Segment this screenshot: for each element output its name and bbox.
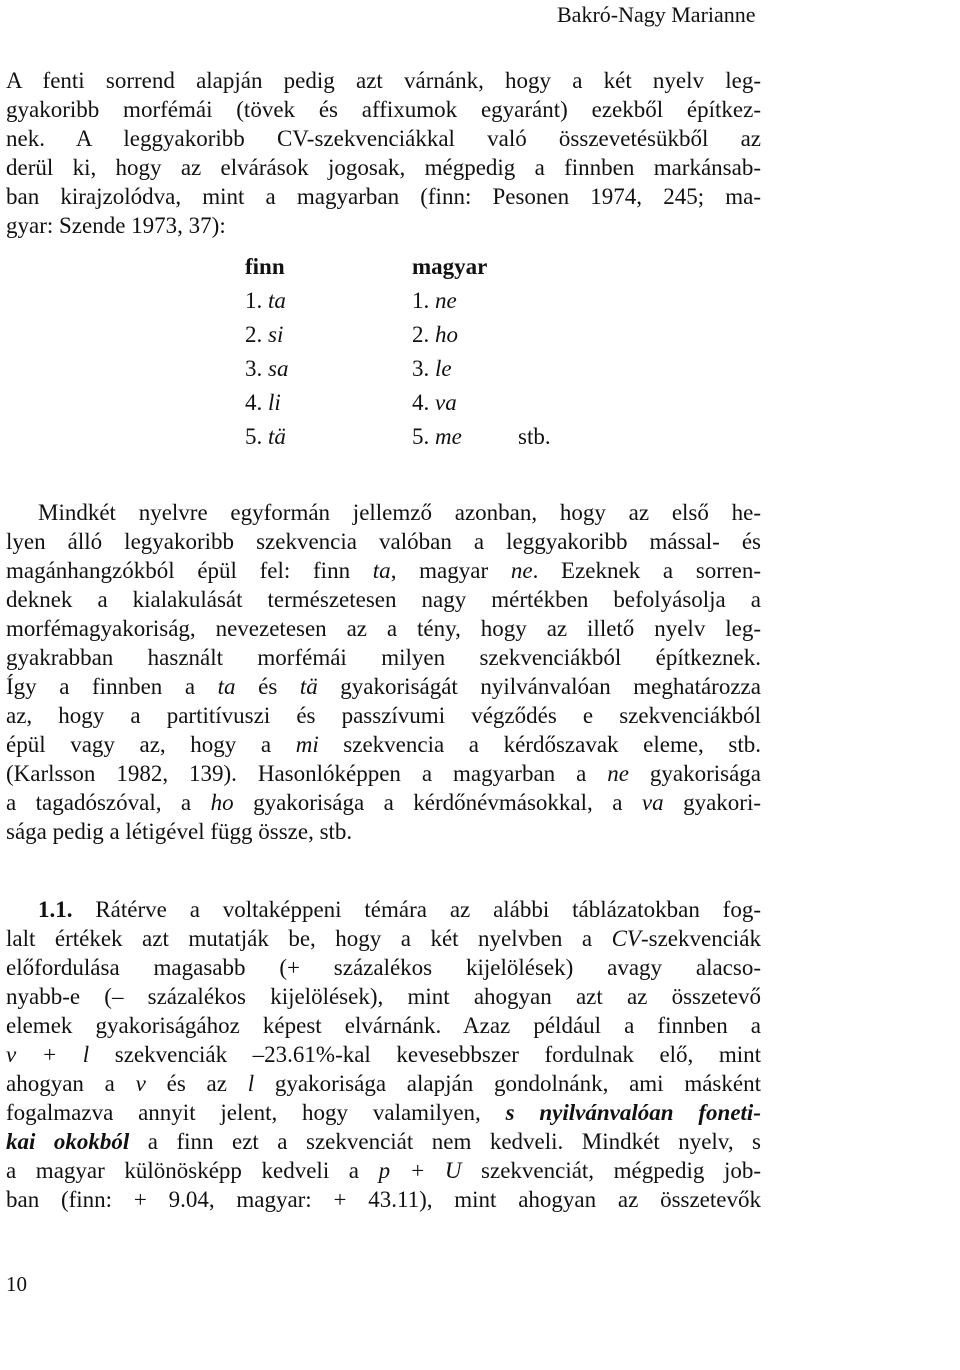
magyar-item: 2. ho bbox=[412, 322, 458, 347]
text-line: ahogyan a v és az l gyakorisága alapján gondolnánk, ami másként bbox=[6, 1071, 761, 1096]
list-item bbox=[245, 386, 585, 420]
text-line: gyar: Szende 1973, 37): bbox=[6, 213, 226, 238]
text-line: lalt értékek azt mutatják be, hogy a két nyelvben a CV-szekvenciák bbox=[6, 926, 761, 951]
paragraph-discussion bbox=[6, 498, 761, 846]
text-line: elemek gyakoriságához képest elvárnánk. Azaz például a finnben a bbox=[6, 1013, 761, 1038]
etc-label: stb. bbox=[518, 424, 551, 449]
text-line: morfémagyakoriság, nevezetesen az a tény, hogy az illető nyelv leg- bbox=[6, 616, 761, 641]
text-line: lyen álló legyakoribb szekvencia valóban a leggyakoribb mással- és bbox=[6, 529, 761, 554]
magyar-item: 5. me bbox=[412, 424, 462, 449]
text-line: a magyar különösképp kedveli a p + U szekvenciát, mégpedig job- bbox=[6, 1158, 761, 1183]
list-item bbox=[245, 420, 585, 454]
text-line: ban (finn: + 9.04, magyar: + 43.11), mint ahogyan az összetevők bbox=[6, 1187, 761, 1212]
text-line: fogalmazva annyit jelent, hogy valamilyen, s nyilvánvalóan foneti- bbox=[6, 1100, 761, 1125]
text-line: ban kirajzolódva, mint a magyarban (finn: Pesonen 1974, 245; ma- bbox=[6, 184, 761, 209]
text-line: v + l szekvenciák –23.61%-kal kevesebbszer fordulnak elő, mint bbox=[6, 1042, 762, 1067]
list-item bbox=[245, 318, 585, 352]
text-line: előfordulása magasabb (+ százalékos kijelölések) avagy alacso- bbox=[6, 955, 761, 980]
list-header-row bbox=[245, 250, 585, 284]
finn-item: 4. li bbox=[245, 390, 281, 415]
section-number: 1.1. bbox=[38, 897, 73, 922]
text-line: A fenti sorrend alapján pedig azt várnánk, hogy a két nyelv leg- bbox=[6, 68, 761, 93]
text-line: derül ki, hogy az elvárások jogosak, mégpedig a finnben markánsab- bbox=[6, 155, 761, 180]
text-line: Mindkét nyelvre egyformán jellemző azonban, hogy az első he- bbox=[38, 500, 761, 525]
finn-item: 2. si bbox=[245, 322, 284, 347]
text-line: nek. A leggyakoribb CV-szekvenciákkal való összevetésükből az bbox=[6, 126, 761, 151]
text-line: sága pedig a létigével függ össze, stb. bbox=[6, 819, 353, 844]
page-number: 10 bbox=[6, 1272, 27, 1296]
column-header-magyar: magyar bbox=[412, 254, 488, 279]
cv-sequence-list bbox=[245, 250, 585, 454]
list-item bbox=[245, 352, 585, 386]
finn-item: 1. ta bbox=[245, 288, 286, 313]
running-header-author: Bakró-Nagy Marianne bbox=[557, 2, 756, 27]
text-line: nyabb-e (– százalékos kijelölések), mint ahogyan azt az összetevő bbox=[6, 984, 761, 1009]
text-line: épül vagy az, hogy a mi szekvencia a kérdőszavak eleme, stb. bbox=[6, 732, 761, 757]
list-item bbox=[245, 284, 585, 318]
text-line: (Karlsson 1982, 139). Hasonlóképpen a magyarban a ne gyakorisága bbox=[6, 761, 761, 786]
column-header-finn: finn bbox=[245, 254, 285, 279]
text-line: az, hogy a partitívuszi és passzívumi végződés e szekvenciákból bbox=[6, 703, 761, 728]
paragraph-intro bbox=[6, 66, 761, 240]
text-line: gyakrabban használt morfémái milyen szekvenciákból építkeznek. bbox=[6, 645, 761, 670]
text-line: magánhangzókból épül fel: finn ta, magyar ne. Ezeknek a sorren- bbox=[6, 558, 761, 583]
magyar-item: 4. va bbox=[412, 390, 457, 415]
text-line: Így a finnben a ta és tä gyakoriságát nyilvánvalóan meghatározza bbox=[6, 674, 761, 699]
text-line: a tagadószóval, a ho gyakorisága a kérdőnévmásokkal, a va gyakori- bbox=[6, 790, 761, 815]
text-line: deknek a kialakulását természetesen nagy mértékben befolyásolja a bbox=[6, 587, 761, 612]
finn-item: 5. tä bbox=[245, 424, 286, 449]
magyar-item: 1. ne bbox=[412, 288, 457, 313]
text-line: kai okokból a finn ezt a szekvenciát nem kedveli. Mindkét nyelv, s bbox=[6, 1129, 762, 1154]
finn-item: 3. sa bbox=[245, 356, 289, 381]
magyar-item: 3. le bbox=[412, 356, 452, 381]
paragraph-section-1-1 bbox=[6, 895, 761, 1214]
text-line: 1.1. Rátérve a voltaképpeni témára az alábbi táblázatokban fog- bbox=[38, 897, 761, 922]
text-line: gyakoribb morfémái (tövek és affixumok egyaránt) ezekből építkez- bbox=[6, 97, 761, 122]
